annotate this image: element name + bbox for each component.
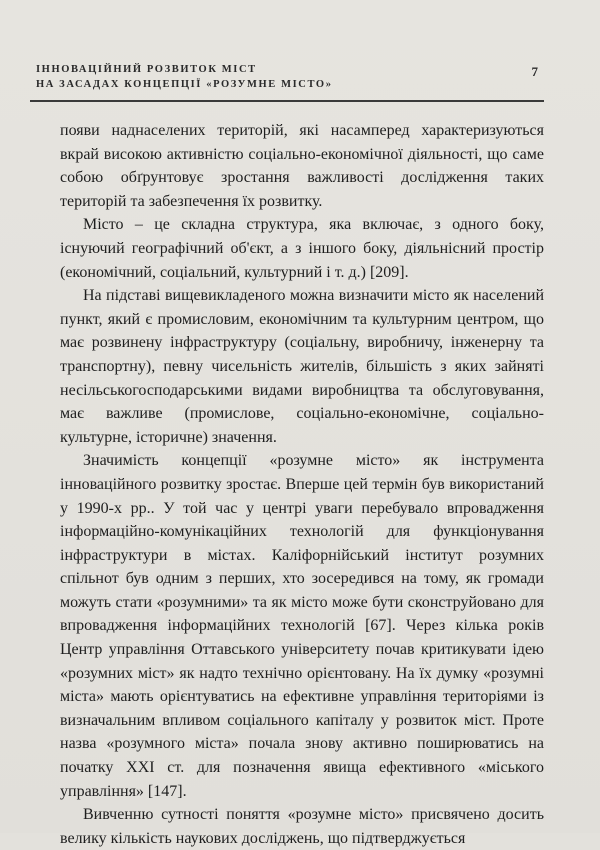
paragraph-3: На підставі вищевикладеного можна визначити місто як населений пункт, який є промисловим, економічним та культурним центром, що має розвинену інфраструктуру (соціальну, виробничу, інженерну та транспортну), певну чисельність жителів, більшість з яких зайняті несільськогосподарськими видами виробництва та обслуговування, має важливе (промислове, соціально-економічне, соціально-культурне, історичне) значення.: [60, 287, 544, 446]
paragraph-5: Вивченню сутності поняття «розумне місто» присвячено досить велику кількість наукових досліджень, що підтверджується: [60, 806, 544, 847]
running-header: [36, 62, 544, 92]
header-divider: [30, 100, 544, 102]
paragraph-1: появи наднаселених територій, які насамперед характеризуються вкрай високою активністю соціально-економічної діяльності, що саме собою обґрунтовує зростання важливості дослідження таких територій та забезпечення їх розвитку.: [60, 122, 544, 210]
header-title-line-1: ІННОВАЦІЙНИЙ РОЗВИТОК МІСТ: [36, 64, 257, 75]
body-text: [60, 119, 544, 850]
header-title-line-2: НА ЗАСАДАХ КОНЦЕПЦІЇ «РОЗУМНЕ МІСТО»: [36, 79, 333, 90]
paragraph-4: Значимість концепції «розумне місто» як інструмента інноваційного розвитку зростає. Вперше цей термін був використаний у 1990-х рр.. У той час у центрі уваги перебувало впровадження інформаційно-комунікаційних технологій для функціонування інфраструктури в містах. Каліфорнійський інститут розумних спільнот був одним з перших, хто зосередився на тому, як громади можуть стати «розумними» та як місто може бути сконструйовано для впровадження інформаційних технологій [67]. Через кілька років Центр управління Оттавського університету почав критикувати ідею «розумних міст» як надто технічно орієнтовану. На їх думку «розумні міста» мають орієнтуватись на ефективне управління територіями із визначальним впливом соціального капіталу у розвиток міст. Проте назва «розумного міста» почала знову активно поширюватись на початку XXI ст. для позначення явища ефективного «міського управління» [147].: [60, 452, 544, 800]
paragraph-2: Місто – це складна структура, яка включає, з одного боку, існуючий географічний об'єкт, а з іншого боку, діяльнісний простір (економічний, соціальний, культурний і т. д.) [209].: [60, 216, 544, 281]
page-number: 7: [531, 64, 538, 79]
